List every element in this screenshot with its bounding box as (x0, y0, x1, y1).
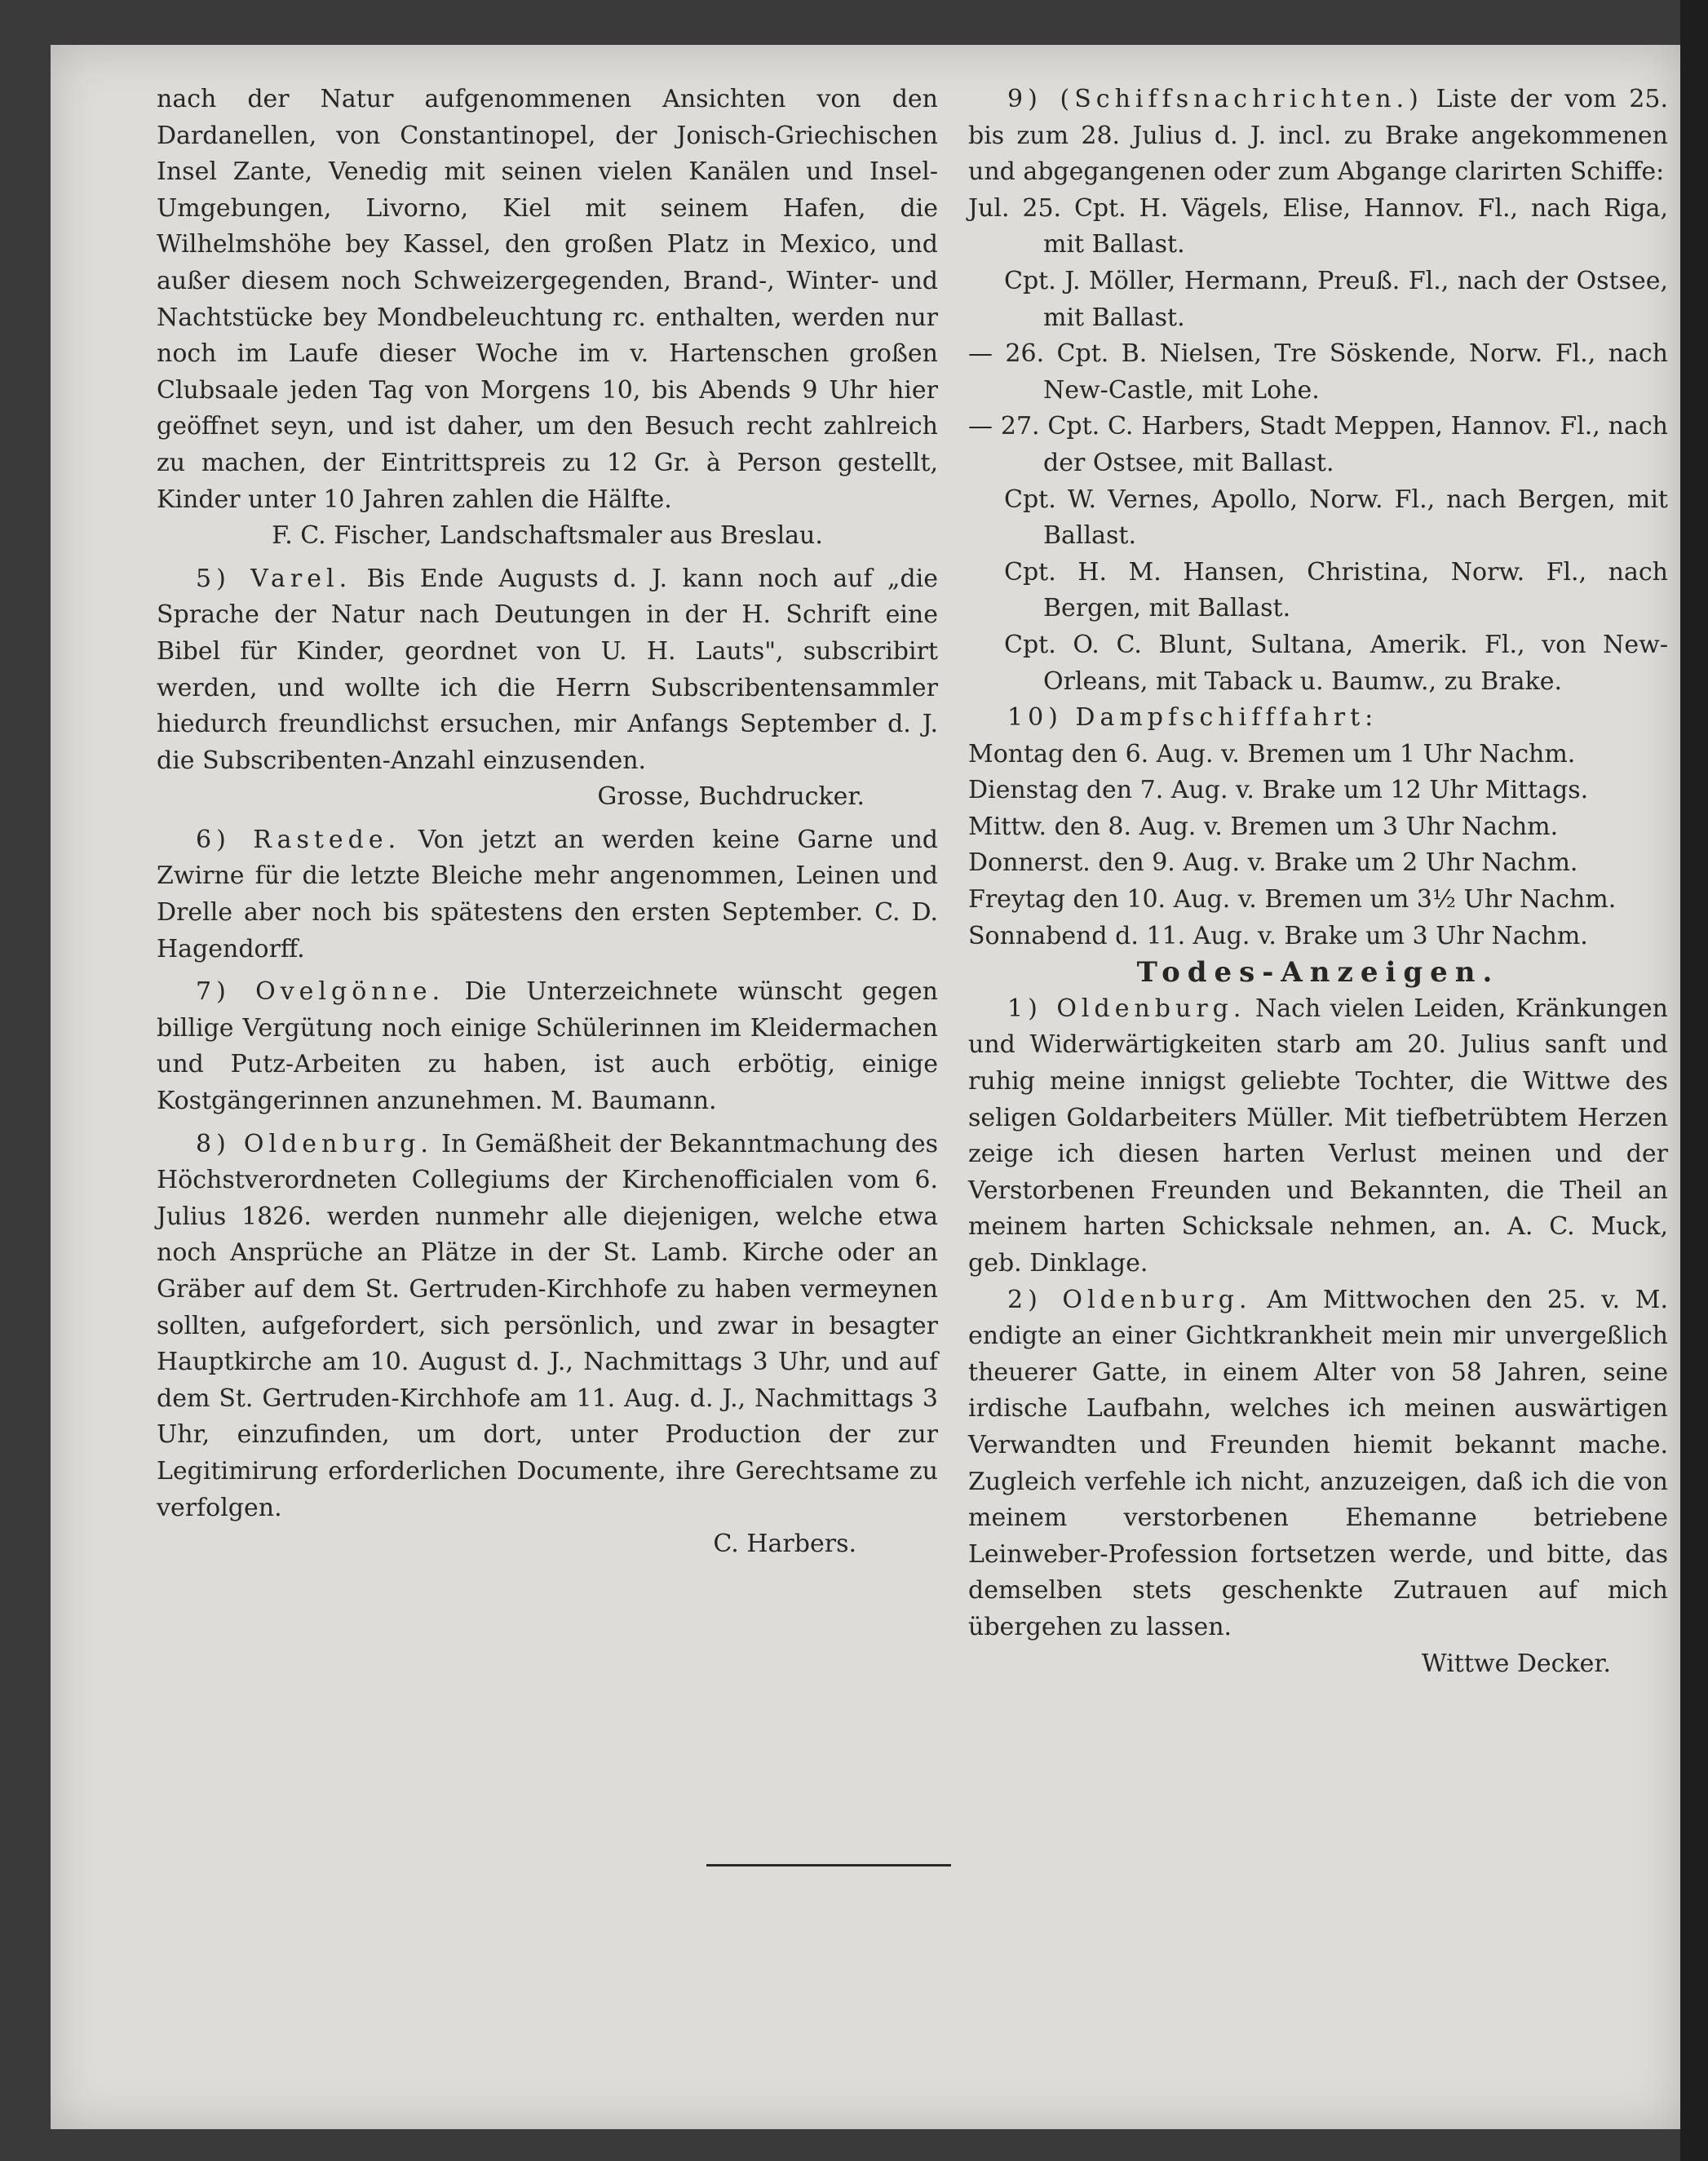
steamship-heading: 10) Dampfschifffahrt: (1007, 703, 1378, 733)
steamship-entry: Sonnabend d. 11. Aug. v. Brake um 3 Uhr Nachm. (968, 921, 1588, 950)
death-notice-text: Am Mittwochen den 25. v. M. endigte an einer Gichtkrankheit mein mir unvergeßlich theuerer Gatte, in einem Alter von 58 Jahren, seine irdische Laufbahn, welches ich meinen auswärtigen Verwandten und Freunden hiemit bekannt mache. Zugleich verfehle ich nicht, anzuzeigen, daß ich die von meinem verstorbenen Ehemanne betriebene Leinweber-Profession fortsetzen werde, und bitte, das demselben stets geschenkte Zutrauen auf mich übergehen zu lassen. (968, 1285, 1668, 1641)
ship-entry: Cpt. H. M. Hansen, Christina, Norw. Fl., nach Bergen, mit Ballast. (1004, 557, 1668, 623)
death-notice-label: 1) Oldenburg. (1007, 994, 1246, 1023)
ship-entry: Jul. 25. Cpt. H. Vägels, Elise, Hannov. Fl., nach Riga, mit Ballast. (968, 193, 1668, 259)
notice-rastede (157, 822, 938, 968)
notice-oldenburg-text: In Gemäßheit der Bekanntmachung des Höchstverordneten Collegiums der Kirchenofficialen vom 6. Julius 1826. werden nunmehr alle diejenigen, welche etwa noch Ansprüche an Plätze in der St. Lamb. Kirche oder an Gräber auf dem St. Gertruden-Kirchhofe zu haben vermeynen sollten, aufgefordert, sich persönlich, und zwar in besagter Hauptkirche am 10. August d. J., Nachmittags 3 Uhr, und auf dem St. Gertruden-Kirchhofe am 11. Aug. d. J., Nachmittags 3 Uhr, einzufinden, um dort, unter Production der zur Legitimirung erforderlichen Documente, ihre Gerechtsame zu verfolgen. (157, 1129, 938, 1522)
ship-entry: Cpt. W. Vernes, Apollo, Norw. Fl., nach Bergen, mit Ballast. (1004, 485, 1668, 551)
steamship-entry: Donnerst. den 9. Aug. v. Brake um 2 Uhr Nachm. (968, 848, 1578, 878)
exhibition-signature: F. C. Fischer, Landschaftsmaler aus Breslau. (272, 521, 823, 551)
exhibition-notice: nach der Natur aufgenommenen Ansichten von den Dardanellen, von Constantinopel, der Jonisch-Griechischen Insel Zante, Venedig mit seinen vielen Kanälen und Insel-Umgebungen, Livorno, Kiel mit seinem Hafen, die Wilhelmshöhe bey Kassel, den großen Platz in Mexico, und außer diesem noch Schweizergegenden, Brand-, Winter- und Nachtstücke bey Mondbeleuchtung rc. enthalten, werden nur noch im Laufe dieser Woche im v. Hartenschen großen Clubsaale jeden Tag von Morgens 10, bis Abends 9 Uhr hier geöffnet seyn, und ist daher, um den Besuch recht zahlreich zu machen, der Eintrittspreis zu 12 Gr. à Person gestellt, Kinder unter 10 Jahren zahlen die Hälfte. (157, 85, 938, 514)
ship-entry: — 26. Cpt. B. Nielsen, Tre Söskende, Norw. Fl., nach New-Castle, mit Lohe. (968, 339, 1668, 405)
notice-ovelgoenne-signature: M. Baumann. (551, 1087, 717, 1116)
death-notice-text: Nach vielen Leiden, Kränkungen und Widerwärtigkeiten starb am 20. Julius sanft und ruhig meine innigst geliebte Tochter, die Wittwe des seligen Goldarbeiters Müller. Mit tiefbetrübtem Herzen zeige ich diesen harten Verlust meinen und der Verstorbenen Freunden und Bekannten, die Theil an meinem harten Schicksale nehmen, an. (968, 994, 1669, 1242)
closing-rule (706, 1864, 951, 1867)
death-notice (968, 991, 1668, 1282)
notice-rastede-text: Von jetzt an werden keine Garne und Zwirne für die letzte Bleiche mehr angenommen, Leinen und Drelle aber noch bis spätestens den ersten September. (157, 825, 938, 928)
notice-oldenburg-label: 8) Oldenburg. (196, 1129, 433, 1158)
ship-news-intro (968, 82, 1668, 191)
notice-varel-signature: Grosse, Buchdrucker. (597, 782, 865, 812)
ship-news-label: 9) (Schiffsnachrichten.) (1007, 85, 1423, 113)
death-notices-heading: Todes-Anzeigen. (1136, 956, 1500, 990)
ship-news-text: Liste der vom 25. bis zum 28. Julius d. J. incl. zu Brake angekommenen und abgegangenen oder zum Abgange clarirten Schiffe: (968, 85, 1668, 187)
ship-entry: Cpt. J. Möller, Hermann, Preuß. Fl., nach der Ostsee, mit Ballast. (1004, 266, 1668, 332)
steamship-entry: Dienstag den 7. Aug. v. Brake um 12 Uhr Mittags. (968, 776, 1589, 805)
scan-border (1680, 0, 1708, 2161)
notice-varel (157, 561, 938, 780)
right-column (968, 82, 1668, 1682)
notice-ovelgoenne-label: 7) Ovelgönne. (196, 977, 445, 1007)
left-column (157, 82, 938, 1563)
notice-varel-text: Bis Ende Augusts d. J. kann noch auf „die Sprache der Natur nach Deutungen in der H. Schrift eine Bibel für Kinder, geordnet von U. H. Lauts", subscribirt werden, und wollte ich die Herrn Subscribentensammler hiedurch freundlichst ersuchen, mir Anfangs September d. J. die Subscribenten-Anzahl einzusenden. (157, 564, 938, 775)
death-notice-signature: A. C. Muck, geb. Dinklage. (968, 1212, 1668, 1278)
steamship-entry: Mittw. den 8. Aug. v. Bremen um 3 Uhr Nachm. (968, 812, 1559, 841)
death-notice-signature: Wittwe Decker. (1421, 1649, 1611, 1678)
notice-rastede-label: 6) Rastede. (196, 825, 401, 854)
death-notice (968, 1282, 1668, 1646)
death-notice-label: 2) Oldenburg. (1007, 1285, 1252, 1314)
notice-oldenburg-signature: C. Harbers. (713, 1530, 856, 1559)
notice-oldenburg-church (157, 1127, 938, 1527)
notice-rastede-signature: C. D. Hagendorff. (157, 898, 938, 963)
ship-entry: Cpt. O. C. Blunt, Sultana, Amerik. Fl., von New-Orleans, mit Taback u. Baumw., zu Brake. (1004, 630, 1668, 696)
steamship-entry: Freytag den 10. Aug. v. Bremen um 3½ Uhr Nachm. (968, 885, 1617, 914)
ship-entry: — 27. Cpt. C. Harbers, Stadt Meppen, Hannov. Fl., nach der Ostsee, mit Ballast. (968, 412, 1668, 477)
steamship-entry: Montag den 6. Aug. v. Bremen um 1 Uhr Nachm. (968, 739, 1576, 768)
notice-varel-label: 5) Varel. (196, 564, 352, 593)
notice-ovelgoenne-text: Die Unterzeichnete wünscht gegen billige Vergütung noch einige Schülerinnen im Kleidermachen und Putz-Arbeiten zu haben, ist auch erbötig, einige Kostgängerinnen anzunehmen. (157, 977, 939, 1116)
notice-ovelgoenne (157, 974, 938, 1119)
